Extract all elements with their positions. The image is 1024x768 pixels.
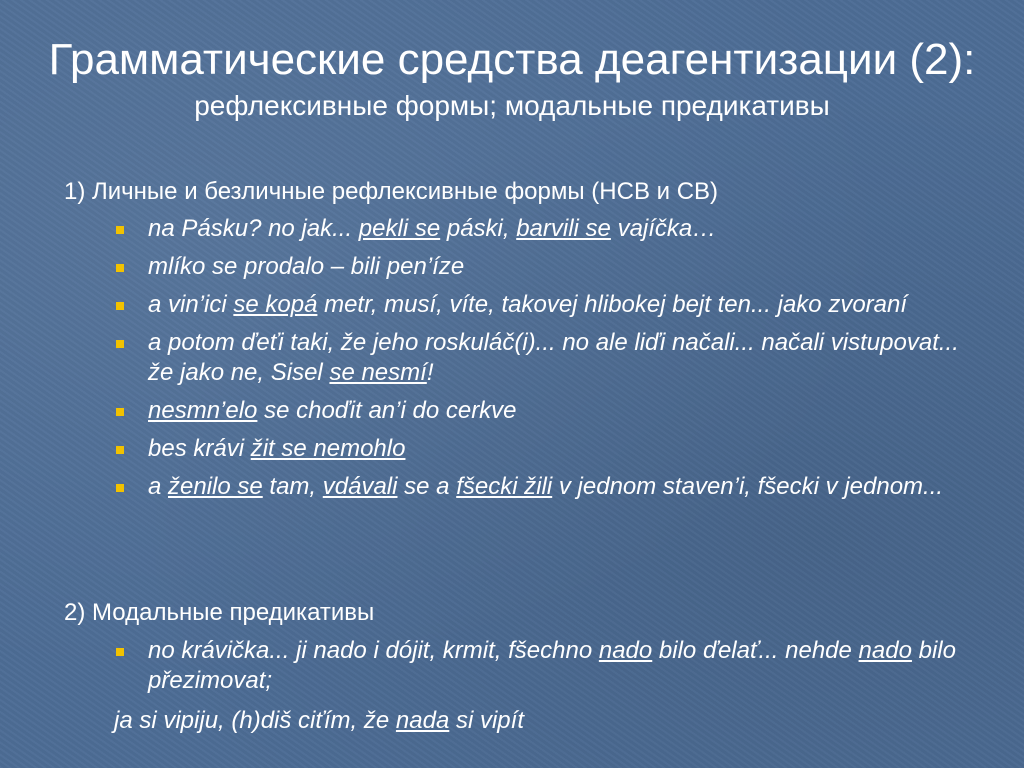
underlined-phrase: ženilo se bbox=[168, 473, 263, 500]
text-run: v jednom staven’i, fšecki v jednom... bbox=[552, 473, 944, 500]
section-2-list bbox=[116, 636, 976, 704]
item-text bbox=[148, 215, 716, 242]
item-text bbox=[148, 253, 464, 280]
text-run: a bbox=[148, 473, 169, 500]
underlined-phrase: nesmn’elo bbox=[148, 397, 258, 424]
text-run: na Pásku? no jak... bbox=[148, 215, 359, 242]
text-run: bilo přezimovat; bbox=[148, 637, 956, 694]
bullet-icon bbox=[116, 446, 124, 454]
item-text bbox=[114, 707, 524, 734]
slide-title: Грамматические средства деагентизации (2): bbox=[48, 35, 976, 84]
text-run: ja si vipiju, (h)diš ciťím, že bbox=[114, 707, 396, 734]
text-run: se choďit an’i do cerkve bbox=[257, 397, 517, 424]
bullet-icon bbox=[116, 302, 124, 310]
list-item bbox=[116, 636, 976, 696]
section-2-heading: 2) Модальные предикативы bbox=[64, 599, 375, 626]
underlined-phrase: nada bbox=[395, 707, 450, 734]
underlined-phrase: se nesmí bbox=[329, 359, 427, 386]
underlined-phrase: fšecki žili bbox=[456, 473, 553, 500]
list-item bbox=[116, 472, 976, 502]
item-text bbox=[148, 291, 907, 318]
bullet-icon bbox=[116, 484, 124, 492]
text-run: ! bbox=[426, 359, 434, 386]
text-run: a potom ďeťi taki, že jeho roskuláč(i)... no ale liďi načali... načali vistupovat... že jako ne, Sisel bbox=[148, 329, 959, 386]
slide-subtitle: рефлексивные формы; модальные предикативы bbox=[194, 90, 830, 121]
item-text bbox=[148, 473, 943, 500]
text-run: mlíko se prodalo – bili pen’íze bbox=[148, 253, 465, 280]
text-run: bes krávi bbox=[148, 435, 251, 462]
list-item bbox=[116, 434, 976, 464]
underlined-phrase: nado bbox=[858, 637, 912, 664]
text-run: bilo ďelať... nehde bbox=[652, 637, 859, 664]
item-text bbox=[148, 329, 959, 386]
text-run: tam, bbox=[262, 473, 323, 500]
bullet-icon bbox=[116, 408, 124, 416]
text-run: no krávička... ji nado i dójit, krmit, fšechno bbox=[148, 637, 599, 664]
text-run: páski, bbox=[440, 215, 517, 242]
list-item bbox=[116, 214, 976, 244]
bullet-icon bbox=[116, 226, 124, 234]
text-run: vajíčka… bbox=[610, 215, 717, 242]
text-run: a vin’ici bbox=[148, 291, 234, 318]
list-item bbox=[116, 290, 976, 320]
list-item bbox=[116, 396, 976, 426]
item-text bbox=[148, 637, 956, 694]
underlined-phrase: se kopá bbox=[233, 291, 318, 318]
text-run: si vipít bbox=[449, 707, 524, 734]
underlined-phrase: nado bbox=[598, 637, 653, 664]
underlined-phrase: barvili se bbox=[516, 215, 611, 242]
text-run: metr, musí, víte, takovej hlibokej bejt ten... jako zvoraní bbox=[317, 291, 908, 318]
unbulleted-example bbox=[114, 706, 524, 736]
underlined-phrase: žit se nemohlo bbox=[250, 435, 406, 462]
underlined-phrase: vdávali bbox=[322, 473, 398, 500]
bullet-icon bbox=[116, 648, 124, 656]
text-run: se a bbox=[397, 473, 457, 500]
section-1-list bbox=[116, 214, 976, 510]
section-1-heading: 1) Личные и безличные рефлексивные формы (НСВ и СВ) bbox=[64, 178, 719, 205]
list-item bbox=[116, 328, 976, 388]
bullet-icon bbox=[116, 340, 124, 348]
underlined-phrase: pekli se bbox=[358, 215, 441, 242]
item-text bbox=[148, 397, 517, 424]
list-item bbox=[116, 252, 976, 282]
item-text bbox=[148, 435, 405, 462]
bullet-icon bbox=[116, 264, 124, 272]
